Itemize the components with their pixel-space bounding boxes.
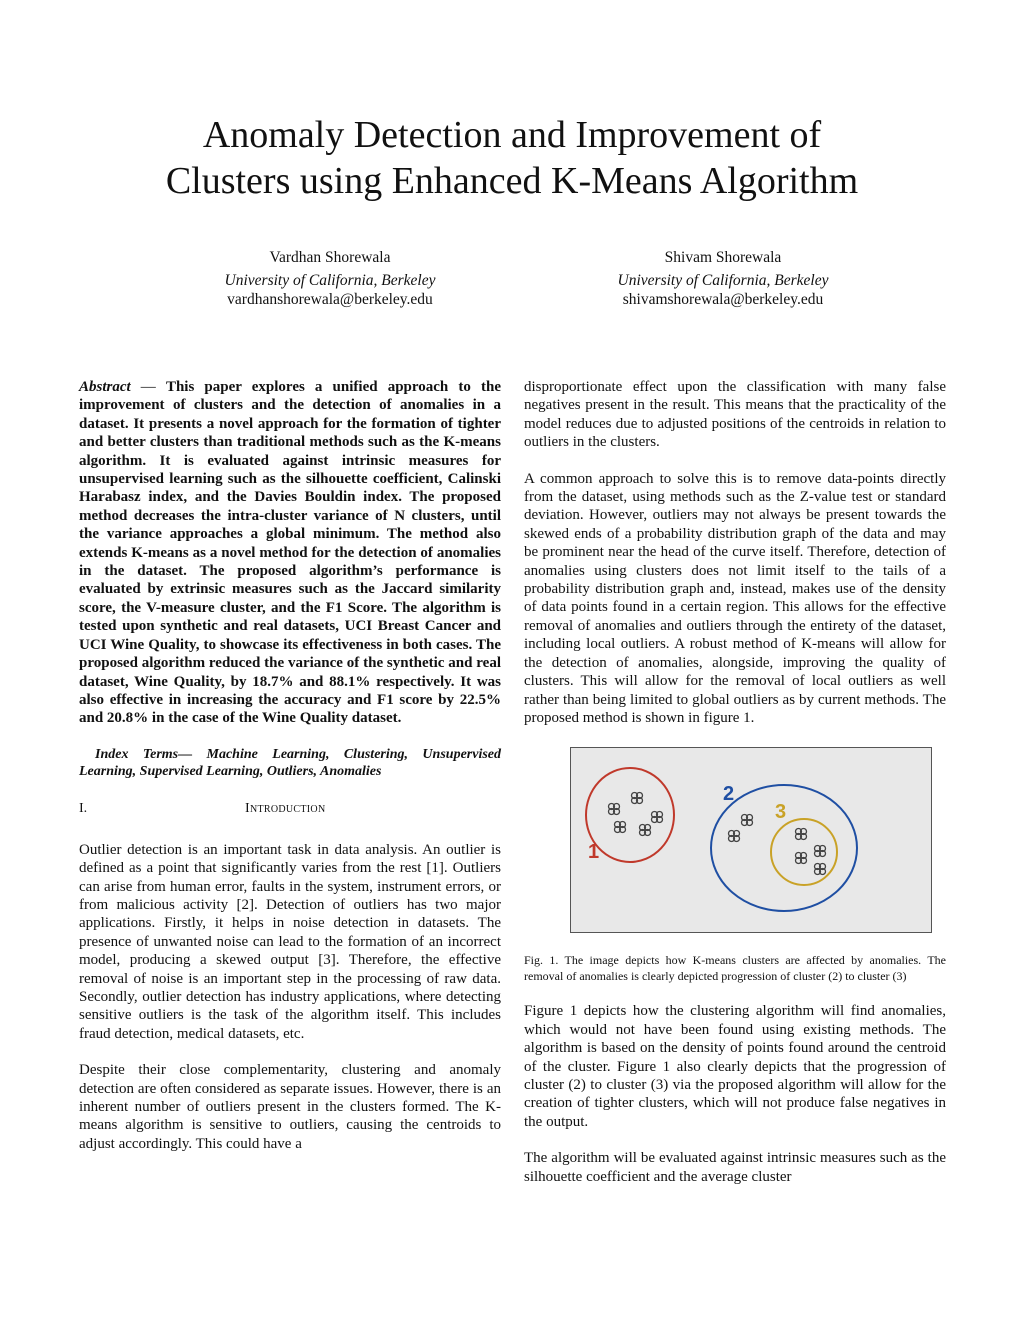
cluster-label: 1 (588, 841, 600, 864)
left-column (79, 378, 501, 1153)
section-heading (79, 800, 501, 817)
body-paragraph: Figure 1 depicts how the clustering algorithm will find anomalies, which would not have been found using existing methods. The algorithm is based on the density of points found around the centroid of the cluster. Figure 1 also clearly depicts that the progression of cluster (2) to cluster (3) via the proposed algorithm will allow for the creation of tighter clusters, which will not produce false negatives in the output. (524, 1003, 946, 1130)
cluster-label: 2 (723, 783, 735, 806)
title-line-2: Clusters using Enhanced K-Means Algorithm (165, 160, 859, 202)
data-point (615, 822, 626, 833)
abstract-label: Abstract (79, 379, 131, 395)
data-point (815, 864, 826, 875)
cluster-1-boundary (586, 768, 674, 862)
right-column (524, 378, 946, 1186)
paper-title (60, 112, 964, 204)
author-block-2 (558, 248, 888, 309)
figure-caption: Fig. 1. The image depicts how K-means clusters are affected by anomalies. The removal of anomalies is clearly depicted progression of cluster (2) to cluster (3) (524, 953, 946, 983)
data-point (652, 812, 663, 823)
data-point (742, 815, 753, 826)
data-point (796, 853, 807, 864)
author-affiliation: University of California, Berkeley (617, 272, 829, 289)
abstract-text: This paper explores a unified approach to the improvement of clusters and the detection of anomalies in a dataset. It presents a novel approach for the formation of tighter and better clusters than traditional methods such as the K-means algorithm. It is evaluated against intrinsic measures for unsupervised learning such as the silhouette coefficient, Calinski Harabasz index, and the Davies Bouldin index. The proposed method decreases the intra-cluster variance of N clusters, until the variance approaches a global minimum. The method also extends K-means as a novel method for the detection of anomalies in the dataset. The proposed algorithm’s performance is evaluated by extrinsic measures such as the Jaccard similarity score, the V-measure cluster, and the F1 Score. The algorithm is tested upon synthetic and real datasets, UCI Breast Cancer and UCI Wine Quality, to showcase its effectiveness in both cases. The proposed algorithm reduced the variance of the synthetic and real dataset, Wine Quality, by 18.7% and 88.1% respectively. It was also effective in increasing the accuracy and F1 score by 22.5% and 20.8% in the case of the Wine Quality dataset. (79, 379, 501, 727)
author-name: Shivam Shorewala (664, 249, 782, 266)
author-email: shivamshorewala@berkeley.edu (622, 291, 824, 308)
author-name: Vardhan Shorewala (269, 249, 391, 266)
data-point (632, 793, 643, 804)
data-point (729, 831, 740, 842)
data-point (640, 825, 651, 836)
data-point (815, 846, 826, 857)
index-terms: Index Terms— Machine Learning, Clustering, Unsupervised Learning, Supervised Learning, Outliers, Anomalies (79, 746, 501, 779)
abstract-dash: — (130, 379, 166, 395)
body-paragraph: disproportionate effect upon the classification with many false negatives present in the result. This means that the practicality of the model reduces due to adjusted positions of the centroids in relation to outliers in the clusters. (524, 379, 946, 451)
author-affiliation: University of California, Berkeley (224, 272, 436, 289)
section-title: Introduction (245, 800, 326, 816)
section-number: I. (79, 800, 88, 816)
body-paragraph: Despite their close complementarity, clustering and anomaly detection are often considered as separate issues. However, there is an inherent number of outliers present in the clusters formed. The K-means algorithm is sensitive to outliers, causing the centroids to adjust accordingly. This could have a (79, 1062, 501, 1152)
body-paragraph: Outlier detection is an important task in data analysis. An outlier is defined as a point that significantly varies from the rest [1]. Outliers can arise from human error, faults in the system, instrument errors, or from malicious activity [2]. Detection of outliers has two major applications. Firstly, it helps in noise detection in datasets. The presence of unwanted noise can lead to the formation of an incorrect model, producing a skewed output [3]. Therefore, the effective removal of noise is an important step in the processing of raw data. Secondly, outlier detection has industry applications, where detecting sensitive outliers is the task of the algorithm itself. This includes fraud detection, medical datasets, etc. (79, 841, 501, 1042)
data-point (796, 829, 807, 840)
cluster-label: 3 (775, 801, 787, 824)
author-block-1 (165, 248, 495, 309)
figure-1 (570, 747, 932, 933)
title-line-1: Anomaly Detection and Improvement of (202, 114, 822, 156)
body-paragraph: The algorithm will be evaluated against intrinsic measures such as the silhouette coefficient and the average cluster (524, 1150, 946, 1185)
body-paragraph: A common approach to solve this is to remove data-points directly from the dataset, using methods such as the Z-value test or standard deviation. However, outliers may not always be present towards the skewed ends of a probability distribution graph of the data and may be prominent near the head of the curve itself. Therefore, detection of anomalies using clusters does not limit itself to the tails of a probability distribution graph and, instead, makes use of the density of data points found in a certain region. This allows for the effective removal of anomalies and outliers through the entirety of the dataset, including local outliers. A robust method of K-means will allow for the detection of anomalies, alongside, improving the quality of clusters. This will allow for the removal of local outliers as well rather than being limited to global outliers as by current methods. The proposed method is shown in figure 1. (524, 470, 946, 726)
abstract (79, 378, 501, 728)
data-point (609, 804, 620, 815)
author-email: vardhanshorewala@berkeley.edu (227, 291, 433, 308)
cluster-diagram (571, 748, 931, 932)
